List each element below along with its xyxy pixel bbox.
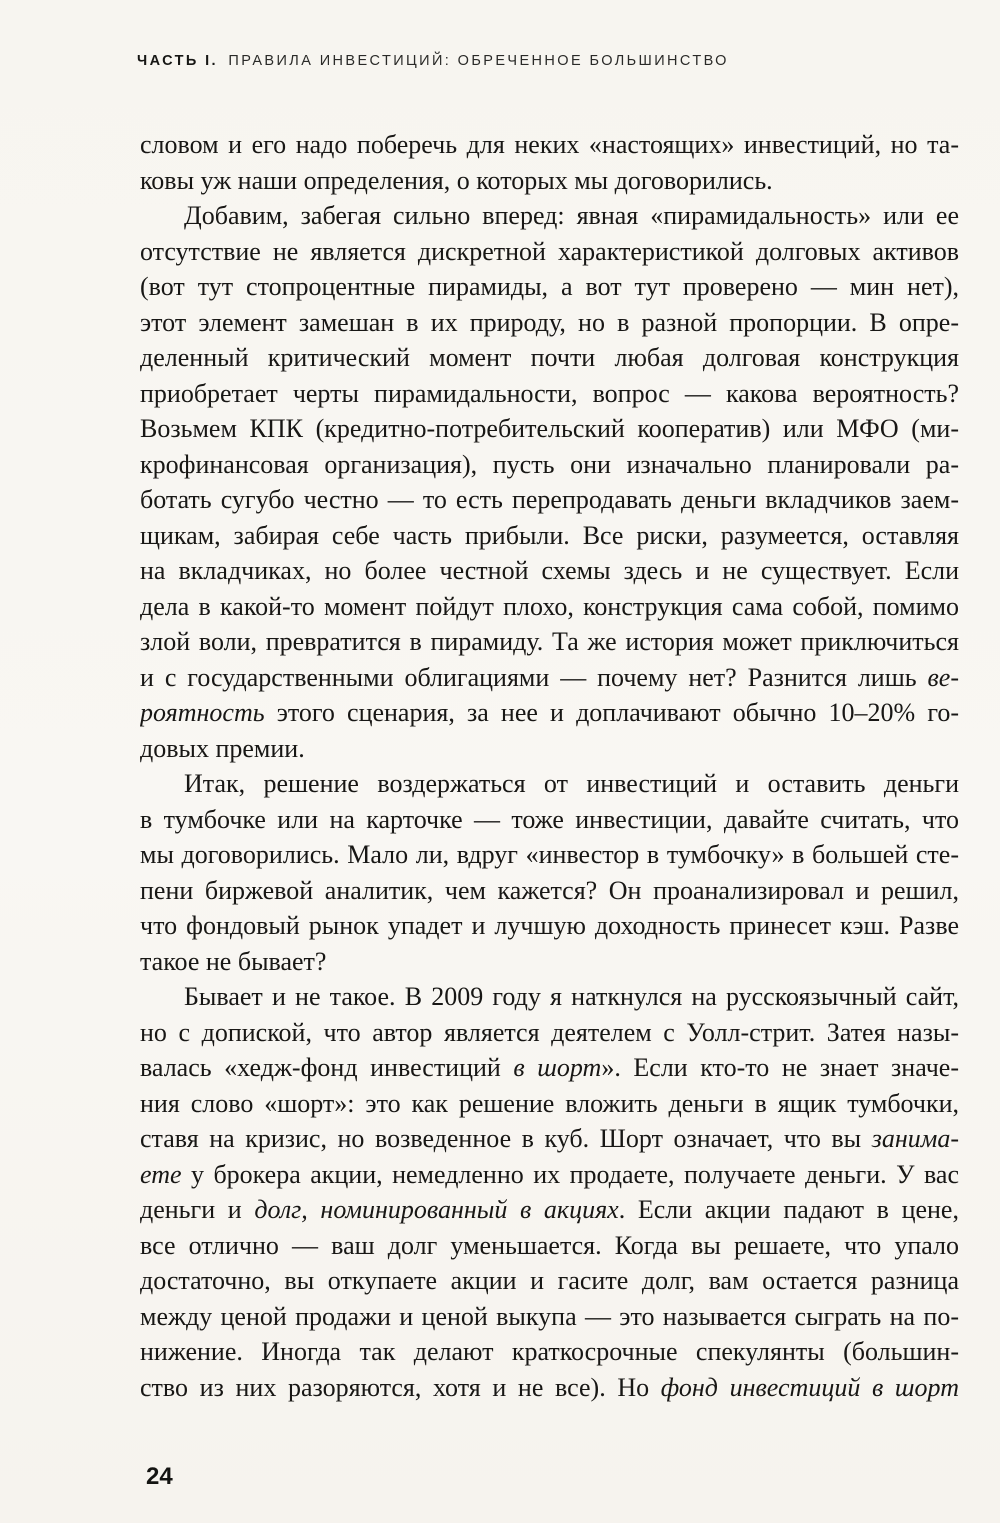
text-line [140, 269, 959, 305]
italic-text-segment: в шорт [513, 1053, 602, 1082]
text-segment: в тумбочке или на карточке — тоже инвестиции, давайте считать, что [140, 804, 959, 834]
text-segment: щикам, забирая себе часть прибыли. Все риски, разумеется, оставляя [140, 520, 959, 550]
text-segment: все отлично — ваш долг уменьшается. Когда вы решаете, что упало [140, 1230, 959, 1260]
text-segment: Итак, решение воздержаться от инвестиций и оставить деньги [184, 769, 959, 798]
text-line [140, 163, 959, 199]
text-segment: пени биржевой аналитик, чем кажется? Он проанализировал и решил, [140, 875, 959, 905]
text-line [140, 376, 959, 412]
text-segment: у брокера акции, немедленно их продаете, получаете деньги. У вас [181, 1159, 959, 1189]
italic-text-segment: роятность [140, 698, 265, 727]
text-line [140, 695, 959, 731]
italic-text-segment: ве- [927, 662, 959, 692]
text-segment: ковы уж наши определения, о которых мы договорились. [140, 165, 773, 195]
text-segment: довых премии. [140, 733, 305, 763]
text-segment: Бывает и не такое. В 2009 году я наткнулся на русскоязычный сайт, [184, 982, 959, 1011]
text-line [140, 1157, 959, 1193]
text-segment: ». Если кто-то не знает значе- [601, 1053, 959, 1082]
text-segment: но с допиской, что автор является деятелем с Уолл-стрит. Затея назы- [140, 1017, 959, 1047]
text-line [140, 944, 959, 980]
text-segment: нижение. Иногда так делают краткосрочные спекулянты (большин- [140, 1337, 959, 1366]
text-segment: деньги и [140, 1195, 255, 1224]
text-segment: достаточно, вы откупаете акции и гасите долг, вам остается разница [140, 1266, 959, 1295]
page-number: 24 [146, 1463, 173, 1490]
text-segment: приобретает черты пирамидальности, вопрос — какова вероятность? [140, 378, 959, 408]
text-line [140, 198, 959, 234]
text-line [140, 766, 959, 802]
text-segment: Возьмем КПК (кредитно-потребительский кооператив) или МФО (ми- [140, 414, 959, 443]
italic-text-segment: фонд инвестиций в шорт [660, 1372, 959, 1402]
text-line [140, 802, 959, 838]
text-segment: ния слово «шорт»: это как решение вложить деньги в ящик тумбочки, [140, 1088, 959, 1118]
text-segment: что фондовый рынок упадет и лучшую доходность принесет кэш. Разве [140, 911, 959, 940]
text-segment: ство из них разоряются, хотя и не все). Но [140, 1372, 661, 1402]
running-header [137, 53, 729, 69]
italic-text-segment: долг, номинированный в акциях [254, 1195, 619, 1224]
text-segment: этого сценария, за нее и доплачивают обычно 10–20% го- [264, 698, 959, 727]
text-line [140, 908, 959, 944]
text-line [140, 340, 959, 376]
text-line [140, 1050, 959, 1086]
text-line [140, 1263, 959, 1299]
text-line [140, 1121, 959, 1157]
italic-text-segment: занима- [871, 1124, 959, 1153]
text-line [140, 447, 959, 483]
italic-text-segment: ете [140, 1159, 182, 1189]
text-line [140, 1192, 959, 1228]
text-segment: валась «хедж-фонд инвестиций [140, 1053, 514, 1082]
text-line [140, 1015, 959, 1051]
text-line [140, 660, 959, 696]
text-segment: дела в какой-то момент пойдут плохо, конструкция сама собой, помимо [140, 591, 959, 621]
text-line [140, 979, 959, 1015]
part-title: ПРАВИЛА ИНВЕСТИЦИЙ: ОБРЕЧЕННОЕ БОЛЬШИНСТВО [228, 53, 729, 69]
text-segment: и с государственными облигациями — почему нет? Разнится лишь [140, 662, 928, 692]
text-line [140, 1299, 959, 1335]
page-body-text [140, 127, 959, 1405]
text-segment: словом и его надо поберечь для неких «настоящих» инвестиций, но та- [140, 130, 959, 159]
part-label: ЧАСТЬ I. [137, 53, 218, 69]
text-segment: между ценой продажи и ценой выкупа — это называется сыграть на по- [140, 1301, 959, 1331]
text-segment: мы договорились. Мало ли, вдруг «инвестор в тумбочку» в большей сте- [140, 840, 959, 869]
text-segment: ставя на кризис, но возведенное в куб. Шорт означает, что вы [140, 1124, 872, 1153]
text-line [140, 1370, 959, 1406]
text-line [140, 731, 959, 767]
text-line [140, 305, 959, 341]
text-segment: злой воли, превратится в пирамиду. Та же история может приключиться [140, 627, 959, 656]
text-segment: такое не бывает? [140, 946, 327, 976]
text-line [140, 518, 959, 554]
text-segment: этот элемент замешан в их природу, но в разной пропорции. В опре- [140, 307, 959, 337]
text-segment: . Если акции падают в цене, [618, 1195, 959, 1224]
text-line [140, 411, 959, 447]
text-segment: (вот тут стопроцентные пирамиды, а вот тут проверено — мин нет), [140, 272, 959, 301]
text-line [140, 624, 959, 660]
text-line [140, 553, 959, 589]
text-line [140, 589, 959, 625]
text-segment: деленный критический момент почти любая долговая конструкция [140, 343, 959, 372]
text-line [140, 1334, 959, 1370]
text-line [140, 482, 959, 518]
text-line [140, 234, 959, 270]
text-line [140, 1228, 959, 1264]
text-line [140, 1086, 959, 1122]
text-segment: отсутствие не является дискретной характеристикой долговых активов [140, 236, 959, 266]
text-line [140, 127, 959, 163]
text-segment: крофинансовая организация), пусть они изначально планировали ра- [140, 449, 959, 479]
text-segment: ботать сугубо честно — то есть перепродавать деньги вкладчиков заем- [140, 485, 959, 514]
text-segment: на вкладчиках, но более честной схемы здесь и не существует. Если [140, 556, 959, 585]
text-line [140, 873, 959, 909]
text-line [140, 837, 959, 873]
text-segment: Добавим, забегая сильно вперед: явная «пирамидальность» или ее [184, 201, 959, 230]
